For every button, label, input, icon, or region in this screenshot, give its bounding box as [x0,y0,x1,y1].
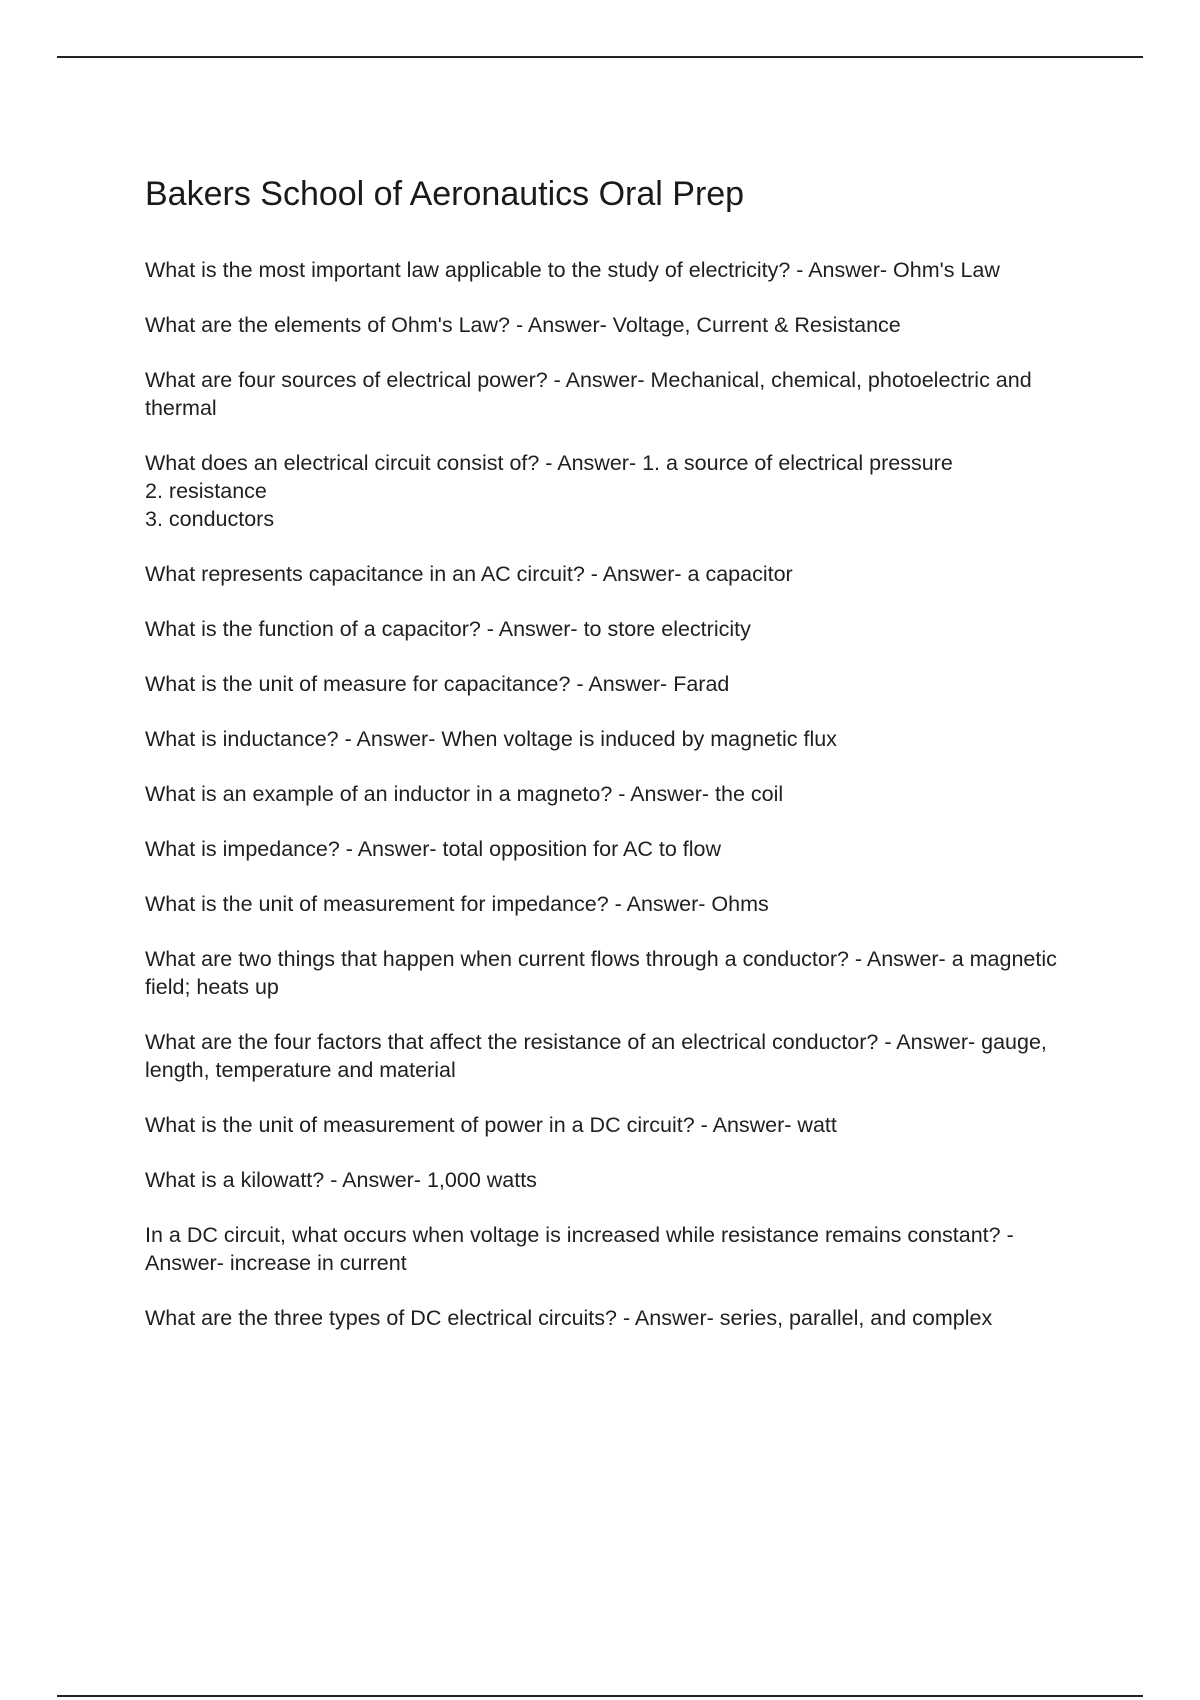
qa-item: What is an example of an inductor in a magneto? - Answer- the coil [145,782,784,806]
qa-item: What is the unit of measurement of power in a DC circuit? - Answer- watt [145,1113,837,1137]
qa-item: What are the four factors that affect the resistance of an electrical conductor? - Answer- gauge, length, temperature and material [145,1030,1047,1082]
qa-item: What represents capacitance in an AC circuit? - Answer- a capacitor [145,562,793,586]
qa-item: What are four sources of electrical power? - Answer- Mechanical, chemical, photoelectric and thermal [145,368,1032,420]
qa-list [145,256,1085,1332]
document-body [145,172,1085,1359]
qa-item: What is the most important law applicable to the study of electricity? - Answer- Ohm's Law [145,258,1000,282]
bottom-divider [57,1695,1143,1697]
qa-item: What is the function of a capacitor? - Answer- to store electricity [145,617,751,641]
qa-item: What is inductance? - Answer- When voltage is induced by magnetic flux [145,727,837,751]
qa-item: What is a kilowatt? - Answer- 1,000 watts [145,1168,537,1192]
qa-item: What is the unit of measure for capacitance? - Answer- Farad [145,672,730,696]
top-divider [57,56,1143,58]
qa-item: In a DC circuit, what occurs when voltage is increased while resistance remains constant? - Answer- increase in current [145,1223,1014,1275]
qa-item: What are the three types of DC electrical circuits? - Answer- series, parallel, and complex [145,1306,993,1330]
qa-item: What are the elements of Ohm's Law? - Answer- Voltage, Current & Resistance [145,313,901,337]
qa-item: What is impedance? - Answer- total opposition for AC to flow [145,837,721,861]
qa-item: What does an electrical circuit consist of? - Answer- 1. a source of electrical pressure 2. resistance 3. conductors [145,451,953,531]
qa-item: What is the unit of measurement for impedance? - Answer- Ohms [145,892,769,916]
page-title: Bakers School of Aeronautics Oral Prep [145,175,745,213]
qa-item: What are two things that happen when current flows through a conductor? - Answer- a magnetic field; heats up [145,947,1057,999]
